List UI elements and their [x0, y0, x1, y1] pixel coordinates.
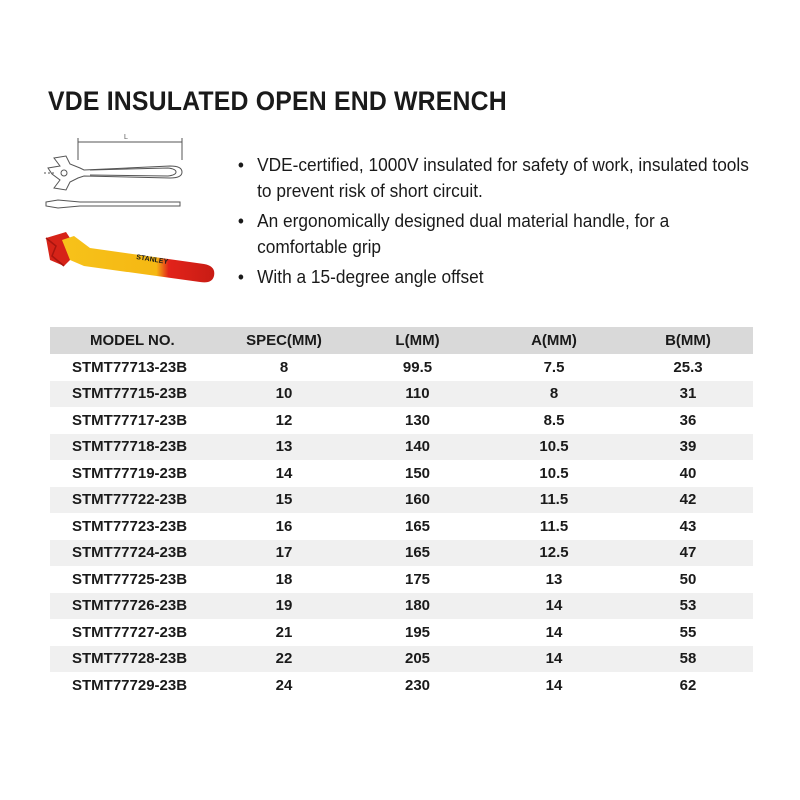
spec-cell: 22 [218, 646, 350, 673]
spec-cell: 10 [218, 381, 350, 408]
length-cell: 205 [350, 646, 485, 673]
length-cell: 130 [404, 411, 431, 429]
spec-table [50, 327, 753, 699]
b-cell: 55 [679, 623, 697, 641]
table-row [50, 672, 753, 699]
length-cell: 160 [350, 487, 485, 514]
a-cell: 7.5 [543, 358, 565, 376]
spec-cell: 14 [275, 464, 293, 482]
length-cell: 110 [350, 381, 485, 408]
spec-cell: 12 [275, 411, 293, 429]
model-cell: STMT77723-23B [72, 517, 188, 535]
model-cell: STMT77728-23B [50, 646, 218, 673]
table-row [50, 619, 753, 646]
model-cell: STMT77713-23B [72, 358, 188, 376]
dimension-label: L [124, 134, 128, 141]
column-header-b: B(MM) [623, 327, 753, 354]
spec-table-body [50, 354, 753, 699]
table-row [50, 593, 753, 620]
spec-cell: 24 [275, 676, 293, 694]
a-cell: 14 [545, 623, 563, 641]
b-cell: 40 [679, 464, 697, 482]
b-cell: 42 [623, 487, 753, 514]
a-cell: 12.5 [485, 540, 623, 567]
spec-cell: 16 [275, 517, 293, 535]
length-cell: 195 [404, 623, 431, 641]
feature-item: • An ergonomically designed dual material handle, for a comfortable grip [237, 211, 670, 257]
model-cell: STMT77718-23B [50, 434, 218, 461]
table-row [50, 460, 753, 487]
column-header-model: MODEL NO. [50, 327, 218, 354]
table-row [50, 381, 753, 408]
feature-text: With a 15-degree angle offset [257, 267, 484, 287]
a-cell: 10.5 [485, 434, 623, 461]
feature-item: • With a 15-degree angle offset [237, 267, 484, 287]
table-header-row [50, 327, 753, 354]
column-header-a: A(MM) [485, 327, 623, 354]
length-cell: 165 [404, 517, 431, 535]
b-cell: 58 [623, 646, 753, 673]
length-cell: 99.5 [402, 358, 433, 376]
table-row [50, 487, 753, 514]
spec-cell: 21 [275, 623, 293, 641]
b-cell: 36 [679, 411, 697, 429]
b-cell: 47 [623, 540, 753, 567]
feature-item: • VDE-certified, 1000V insulated for safety of work, insulated tools to prevent risk of short circuit. [237, 155, 749, 201]
table-row [50, 646, 753, 673]
length-cell: 165 [350, 540, 485, 567]
b-cell: 50 [679, 570, 697, 588]
length-cell: 180 [350, 593, 485, 620]
page-title: VDE INSULATED OPEN END WRENCH [48, 86, 507, 116]
column-header-spec: SPEC(MM) [218, 327, 350, 354]
b-cell: 62 [679, 676, 697, 694]
a-cell: 14 [485, 593, 623, 620]
model-cell: STMT77717-23B [72, 411, 188, 429]
table-row [50, 354, 753, 381]
model-cell: STMT77719-23B [72, 464, 188, 482]
b-cell: 31 [623, 381, 753, 408]
length-cell: 140 [350, 434, 485, 461]
a-cell: 14 [545, 676, 563, 694]
spec-cell: 17 [218, 540, 350, 567]
spec-cell: 18 [275, 570, 293, 588]
model-cell: STMT77724-23B [50, 540, 218, 567]
model-cell: STMT77715-23B [50, 381, 218, 408]
model-cell: STMT77722-23B [50, 487, 218, 514]
insulated-wrench-photo [44, 226, 220, 292]
spec-cell: 15 [218, 487, 350, 514]
model-cell: STMT77729-23B [72, 676, 188, 694]
model-cell: STMT77725-23B [72, 570, 188, 588]
b-cell: 43 [679, 517, 697, 535]
a-cell: 13 [545, 570, 563, 588]
spec-cell: 19 [218, 593, 350, 620]
length-cell: 230 [404, 676, 431, 694]
length-cell: 175 [404, 570, 431, 588]
a-cell: 14 [485, 646, 623, 673]
spec-cell: 13 [218, 434, 350, 461]
length-cell: 150 [404, 464, 431, 482]
column-header-length: L(MM) [350, 327, 485, 354]
feature-text: An ergonomically designed dual material handle, for a comfortable grip [257, 211, 670, 257]
b-cell: 39 [623, 434, 753, 461]
spec-cell: 8 [279, 358, 289, 376]
feature-list [236, 152, 776, 294]
wrench-technical-drawing [40, 130, 190, 214]
table-row [50, 566, 753, 593]
table-row [50, 434, 753, 461]
a-cell: 11.5 [539, 517, 569, 535]
feature-text: VDE-certified, 1000V insulated for safety of work, insulated tools to prevent risk of short circuit. [257, 155, 749, 201]
a-cell: 8 [485, 381, 623, 408]
a-cell: 10.5 [539, 464, 569, 482]
model-cell: STMT77726-23B [50, 593, 218, 620]
table-row [50, 407, 753, 434]
model-cell: STMT77727-23B [72, 623, 188, 641]
brand-label: STANLEY [135, 254, 169, 267]
b-cell: 53 [623, 593, 753, 620]
a-cell: 8.5 [543, 411, 565, 429]
a-cell: 11.5 [485, 487, 623, 514]
table-row [50, 513, 753, 540]
table-row [50, 540, 753, 567]
b-cell: 25.3 [673, 358, 703, 376]
